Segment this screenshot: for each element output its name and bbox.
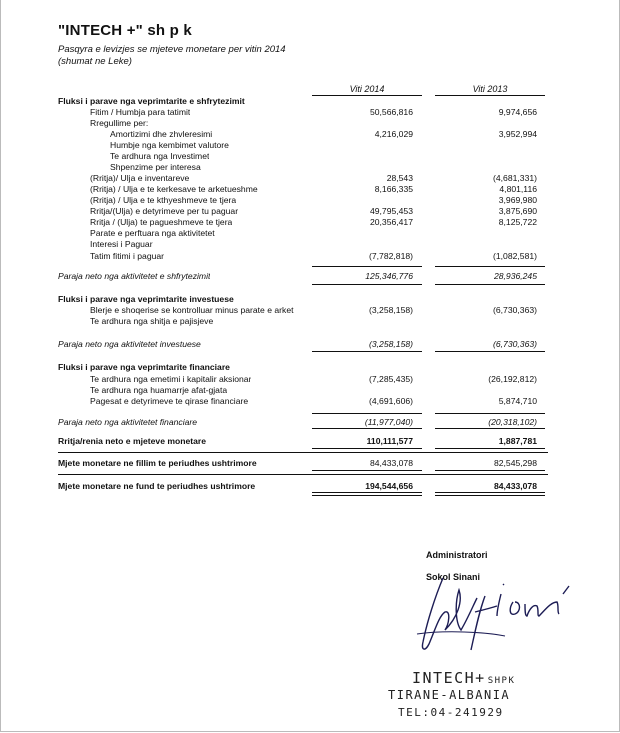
- value-2013: (1,082,581): [493, 251, 537, 261]
- row-label: Tatim fitimi i paguar: [90, 251, 165, 261]
- row-label: Paraja neto nga aktivitetet investuese: [58, 339, 201, 349]
- value-2014: (3,258,158): [369, 339, 413, 349]
- total-rule: [435, 448, 545, 449]
- subtotal-rule: [312, 413, 422, 414]
- total-rule: [312, 470, 422, 471]
- value-2013: (6,730,363): [493, 339, 537, 349]
- row-label: Paraja neto nga aktivitetet e shfrytezimit: [58, 271, 211, 281]
- table-row: [0, 436, 620, 447]
- value-2013: (26,192,812): [488, 374, 537, 384]
- value-2014: 110,111,577: [366, 436, 413, 446]
- table-row: [0, 151, 620, 162]
- total-rule: [435, 284, 545, 285]
- table-row: [0, 140, 620, 151]
- column-header-2013: Viti 2013: [435, 84, 545, 96]
- table-row: [0, 184, 620, 195]
- row-label: (Rritja)/ Ulja e inventareve: [90, 173, 190, 183]
- table-row: [0, 316, 620, 327]
- row-label: Mjete monetare ne fund te periudhes ushtrimore: [58, 481, 256, 491]
- row-label: Fluksi i parave nga veprimtarite financiare: [58, 362, 230, 372]
- total-rule: [312, 284, 422, 285]
- section-divider: [58, 452, 548, 453]
- value-2013: 84,433,078: [493, 481, 537, 491]
- value-2014: 125,346,776: [365, 271, 413, 281]
- row-label: Mjete monetare ne fillim te periudhes ushtrimore: [58, 458, 257, 468]
- value-2013: 3,875,690: [498, 206, 537, 216]
- section-divider: [58, 474, 548, 475]
- row-label: Paraja neto nga aktivitetet financiare: [58, 417, 198, 427]
- row-label: Te ardhura nga shitja e pajisjeve: [90, 316, 214, 326]
- stamp-location: TIRANE-ALBANIA: [388, 688, 511, 702]
- row-label: Fluksi i parave nga veprimtarite e shfrytezimit: [58, 96, 245, 106]
- table-row: [0, 162, 620, 173]
- row-label: Amortizimi dhe zhvleresimi: [110, 129, 213, 139]
- value-2014: (3,258,158): [369, 305, 413, 315]
- row-label: Parate e perftuara nga aktivitetet: [90, 228, 215, 238]
- total-rule: [435, 470, 545, 471]
- table-row: [0, 251, 620, 262]
- row-label: Rritja / (Ulja) te pagueshmeve te tjera: [90, 217, 233, 227]
- table-row: [0, 362, 620, 373]
- table-row: [0, 118, 620, 129]
- table-row: [0, 294, 620, 305]
- value-2013: 82,545,298: [493, 458, 537, 468]
- double-rule: [312, 495, 422, 496]
- total-rule: [312, 428, 422, 429]
- column-header-2014: Viti 2014: [312, 84, 422, 96]
- row-label: Rregullime per:: [90, 118, 149, 128]
- stamp-line-1: INTECH+: [412, 669, 486, 687]
- table-row: [0, 481, 620, 492]
- total-rule: [435, 351, 545, 352]
- table-row: [0, 339, 620, 350]
- stamp-company: [412, 669, 515, 687]
- table-row: [0, 96, 620, 107]
- row-label: Te ardhura nga huamarrje afat-gjata: [90, 385, 228, 395]
- table-row: [0, 173, 620, 184]
- table-row: [0, 374, 620, 385]
- row-label: Te ardhura nga Investimet: [110, 151, 210, 161]
- value-2014: 84,433,078: [369, 458, 413, 468]
- double-rule: [435, 492, 545, 493]
- row-label: Fitim / Humbja para tatimit: [90, 107, 191, 117]
- value-2014: 50,566,816: [369, 107, 413, 117]
- table-row: [0, 417, 620, 428]
- table-row: [0, 195, 620, 206]
- double-rule: [312, 492, 422, 493]
- row-label: Fluksi i parave nga veprimtarite investuese: [58, 294, 234, 304]
- total-rule: [435, 428, 545, 429]
- table-row: [0, 129, 620, 140]
- table-row: [0, 305, 620, 316]
- value-2014: (7,782,818): [369, 251, 413, 261]
- currency-note: (shumat ne Leke): [58, 56, 132, 67]
- row-label: Rritja/renia neto e mjeteve monetare: [58, 436, 207, 446]
- value-2014: (4,691,606): [369, 396, 413, 406]
- double-rule: [435, 495, 545, 496]
- statement-subtitle: [58, 44, 286, 68]
- value-2014: 4,216,029: [374, 129, 413, 139]
- total-rule: [312, 448, 422, 449]
- table-row: [0, 107, 620, 118]
- subtotal-rule: [435, 266, 545, 267]
- value-2013: (4,681,331): [493, 173, 537, 183]
- value-2013: 9,974,656: [498, 107, 537, 117]
- value-2013: 1,887,781: [498, 436, 537, 446]
- row-label: (Rritja) / Ulja e te kerkesave te arketueshme: [90, 184, 258, 194]
- total-rule: [312, 351, 422, 352]
- row-label: Rritja/(Ulja) e detyrimeve per tu paguar: [90, 206, 239, 216]
- subtotal-rule: [435, 413, 545, 414]
- value-2014: 8,166,335: [374, 184, 413, 194]
- table-row: [0, 228, 620, 239]
- value-2013: 3,952,994: [498, 129, 537, 139]
- row-label: Pagesat e detyrimeve te qirase financiare: [90, 396, 249, 406]
- table-row: [0, 206, 620, 217]
- value-2014: 49,795,453: [369, 206, 413, 216]
- value-2014: (7,285,435): [369, 374, 413, 384]
- signature-image: [405, 572, 590, 657]
- value-2013: 8,125,722: [498, 217, 537, 227]
- value-2013: (6,730,363): [493, 305, 537, 315]
- value-2014: 28,543: [386, 173, 413, 183]
- value-2014: 194,544,656: [365, 481, 413, 491]
- value-2013: 3,969,980: [498, 195, 537, 205]
- signatory-role: Administratori: [426, 550, 488, 560]
- value-2013: (20,318,102): [488, 417, 537, 427]
- row-label: Shpenzime per interesa: [110, 162, 201, 172]
- company-title: "INTECH +" sh p k: [58, 22, 192, 39]
- stamp-phone: TEL:04-241929: [398, 706, 504, 719]
- table-row: [0, 385, 620, 396]
- table-row: [0, 217, 620, 228]
- signatory-name: Sokol Sinani: [426, 572, 481, 582]
- value-2013: 4,801,116: [499, 184, 537, 194]
- value-2014: (11,977,040): [364, 417, 413, 427]
- value-2014: 20,356,417: [369, 217, 413, 227]
- row-label: Blerje e shoqerise se kontrolluar minus parate e arket: [90, 305, 294, 315]
- row-label: Humbje nga kembimet valutore: [110, 140, 229, 150]
- value-2013: 5,874,710: [498, 396, 537, 406]
- table-row: [0, 396, 620, 407]
- row-label: Te ardhura nga emetimi i kapitalir aksionar: [90, 374, 252, 384]
- table-row: [0, 239, 620, 250]
- value-2013: 28,936,245: [493, 271, 537, 281]
- row-label: (Rritja) / Ulja e te kthyeshmeve te tjera: [90, 195, 237, 205]
- stamp-suffix: SHPK: [487, 676, 516, 686]
- subtotal-rule: [312, 266, 422, 267]
- table-row: [0, 271, 620, 282]
- table-row: [0, 458, 620, 469]
- statement-title: Pasqyra e levizjes se mjeteve monetare per vitin 2014: [58, 44, 286, 55]
- row-label: Interesi i Paguar: [90, 239, 153, 249]
